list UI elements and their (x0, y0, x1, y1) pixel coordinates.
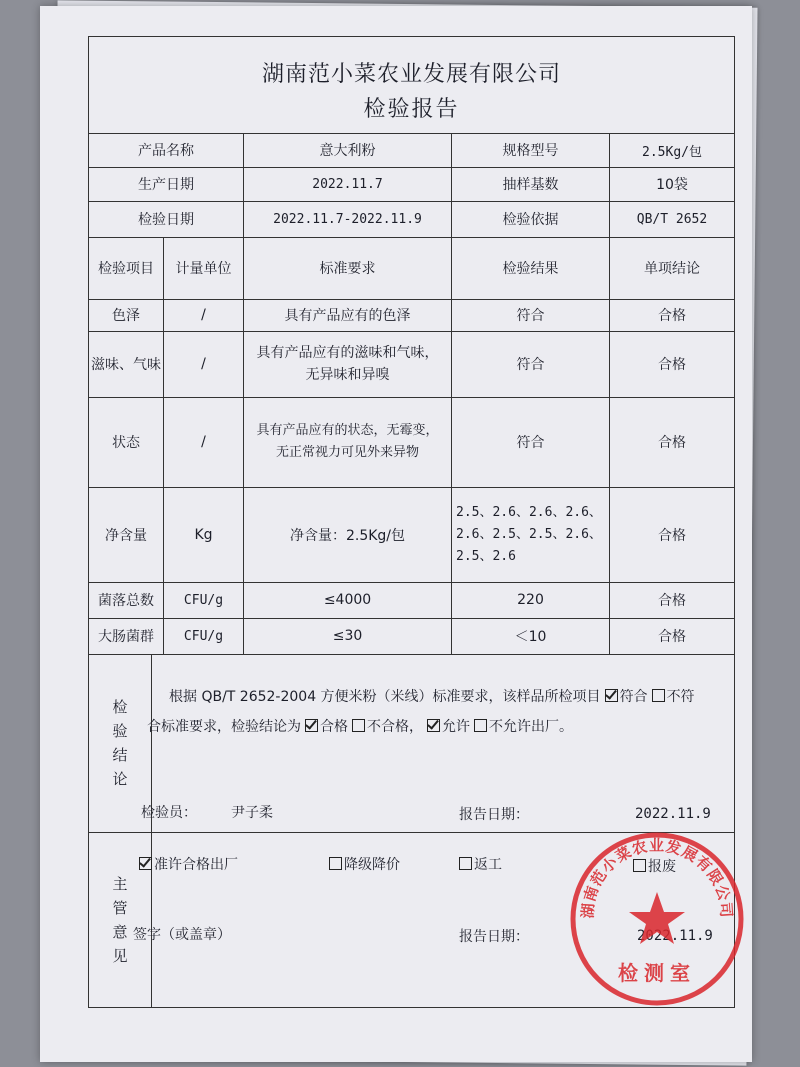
conclusion-section (89, 654, 734, 833)
table-row (89, 582, 734, 619)
report-date-value: 2022.11.9 (635, 806, 711, 822)
checkbox-pass[interactable] (305, 719, 318, 732)
supervisor-date-value: 2022.11.9 (637, 928, 713, 944)
col-header-standard: 标准要求 (244, 237, 452, 299)
option-scrap: 报废 (648, 859, 676, 875)
checkbox-conform[interactable] (605, 689, 618, 702)
checkbox-fail[interactable] (352, 719, 365, 732)
row-item: 菌落总数 (89, 582, 164, 618)
document-title: 检验报告 (363, 97, 460, 122)
table-row (89, 397, 734, 488)
table-row (89, 299, 734, 332)
option-downgrade-group (325, 854, 400, 874)
row-standard: 净含量：2.5Kg/包 (244, 487, 452, 582)
option-release-group (135, 854, 238, 874)
seal-arc-textpath: 湖南范小菜农业发展有限公司 (578, 836, 736, 919)
production-date-label: 生产日期 (89, 167, 244, 201)
option-allow: 允许 (442, 719, 470, 735)
table-row (89, 618, 734, 655)
row-item: 净含量 (89, 487, 164, 582)
row-item: 状态 (89, 397, 164, 487)
info-row-product (89, 133, 734, 168)
conclusion-line-2 (147, 712, 573, 742)
seal-subtext: 检测室 (618, 961, 696, 985)
row-verdict: 合格 (658, 527, 686, 544)
table-row (89, 331, 734, 398)
spec-value: 2.5Kg/包 (642, 144, 702, 160)
company-seal-stamp (568, 830, 746, 1008)
inspection-date-value: 2022.11.7-2022.11.9 (244, 201, 452, 237)
row-item: 滋味、气味 (89, 331, 164, 397)
product-name-value: 意大利粉 (244, 133, 452, 167)
checkbox-disallow[interactable] (474, 719, 487, 732)
report-title (89, 37, 734, 134)
checkbox-not-conform[interactable] (652, 689, 665, 702)
row-result: 符合 (452, 299, 610, 331)
company-name: 湖南范小菜农业发展有限公司 (261, 62, 561, 87)
row-item: 大肠菌群 (89, 618, 164, 654)
spec-label: 规格型号 (452, 133, 610, 167)
row-verdict: 合格 (658, 357, 686, 373)
inspector-label: 检验员： (141, 805, 197, 821)
info-row-inspection (89, 201, 734, 238)
row-standard: ≤4000 (244, 582, 452, 618)
row-result: 符合 (452, 397, 610, 487)
checkbox-allow[interactable] (427, 719, 440, 732)
seal-star-icon (629, 892, 685, 944)
row-unit: / (164, 397, 244, 487)
row-standard: 具有产品应有的色泽 (244, 299, 452, 331)
sample-base-label: 抽样基数 (452, 167, 610, 201)
production-date-value: 2022.11.7 (244, 167, 452, 201)
product-name-label: 产品名称 (89, 133, 244, 167)
inspection-date-label: 检验日期 (89, 201, 244, 237)
row-verdict: 合格 (658, 629, 686, 645)
conclusion-text-2: 合标准要求，检验结论为 (147, 719, 301, 735)
report-date-label: 报告日期： (459, 807, 529, 823)
option-downgrade: 降级降价 (344, 857, 400, 873)
info-row-date (89, 167, 734, 202)
row-unit: CFU/g (164, 618, 244, 654)
row-unit: / (164, 299, 244, 331)
row-result: 220 (452, 582, 610, 618)
checkbox-release[interactable] (139, 857, 152, 870)
row-standard: ≤30 (244, 618, 452, 654)
supervisor-date-label: 报告日期： (459, 929, 529, 945)
option-rework: 返工 (474, 857, 502, 873)
conclusion-line-1 (169, 682, 695, 712)
row-item: 色泽 (89, 299, 164, 331)
col-header-result: 检验结果 (452, 237, 610, 299)
row-verdict: 合格 (658, 593, 686, 609)
row-verdict: 合格 (658, 435, 686, 451)
conclusion-label: 检 验 结 论 (89, 654, 152, 832)
table-header-row (89, 237, 734, 300)
row-standard: 具有产品应有的状态，无霉变， 无正常视力可见外来异物 (244, 397, 452, 487)
sample-base-value: 10袋 (656, 177, 688, 193)
row-result: ＜10 (452, 618, 610, 654)
row-result: 2.5、2.6、2.6、2.6、 2.6、2.5、2.5、2.6、 2.5、2.6 (452, 487, 610, 582)
checkbox-rework[interactable] (459, 857, 472, 870)
conclusion-text-1: 根据 QB/T 2652-2004 方便米粉（米线）标准要求，该样品所检项目 (169, 689, 601, 705)
option-not-conform: 不符 (666, 689, 695, 705)
row-unit: / (164, 331, 244, 397)
row-result: 符合 (452, 331, 610, 397)
checkbox-downgrade[interactable] (329, 857, 342, 870)
inspector-name: 尹子柔 (231, 805, 273, 821)
signature-label: 签字（或盖章） (133, 927, 231, 943)
row-unit: Kg (164, 487, 244, 582)
row-standard: 具有产品应有的滋味和气味， 无异味和异嗅 (244, 331, 452, 397)
option-rework-group (455, 854, 502, 874)
col-header-verdict: 单项结论 (644, 261, 700, 277)
option-pass: 合格 (320, 719, 348, 735)
table-row (89, 487, 734, 583)
row-verdict: 合格 (658, 308, 686, 324)
option-fail: 不合格， (367, 719, 423, 735)
col-header-item: 检验项目 (89, 237, 164, 299)
option-conform: 符合 (619, 689, 648, 705)
supervisor-label: 主 管 意 见 (89, 832, 152, 1007)
basis-value: QB/T 2652 (636, 211, 708, 227)
basis-label: 检验依据 (452, 201, 610, 237)
col-header-unit: 计量单位 (164, 237, 244, 299)
option-release: 准许合格出厂 (154, 857, 238, 873)
option-disallow: 不允许出厂。 (489, 719, 573, 735)
row-unit: CFU/g (164, 582, 244, 618)
